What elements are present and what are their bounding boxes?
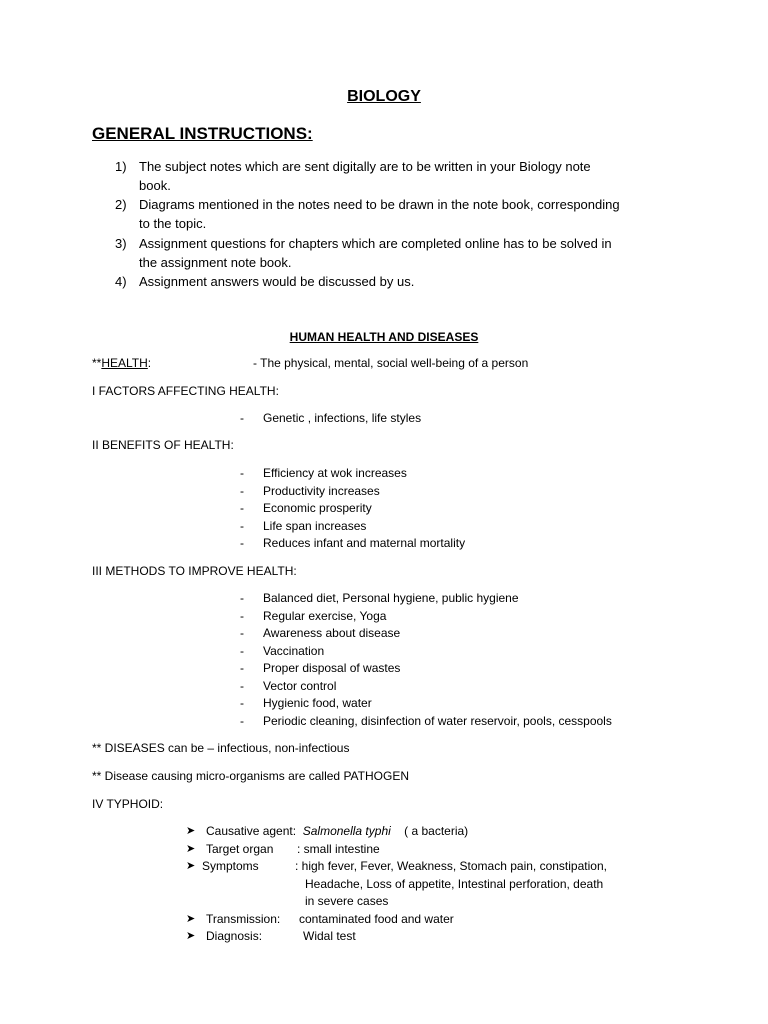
dash-bullet: - <box>240 466 244 480</box>
instruction-number: 4) <box>115 274 127 289</box>
method-item: Hygienic food, water <box>263 696 372 710</box>
dash-bullet: - <box>240 661 244 675</box>
factors-item: Genetic , infections, life styles <box>263 411 422 425</box>
instruction-number: 1) <box>115 159 127 174</box>
dash-bullet: - <box>240 644 244 658</box>
arrow-bullet-icon: ➤ <box>186 860 196 872</box>
instruction-number: 2) <box>115 197 127 212</box>
dash-bullet: - <box>240 714 244 728</box>
pathogen-name: Salmonella typhi <box>302 824 391 838</box>
symptoms-label: Symptoms <box>202 859 259 873</box>
dash-bullet: - <box>240 591 244 605</box>
benefits-heading: II BENEFITS OF HEALTH: <box>92 438 234 452</box>
instruction-text: The subject notes which are sent digitally are to be written in your Biology note book. <box>139 159 591 193</box>
arrow-bullet-icon: ➤ <box>186 913 196 925</box>
diagnosis-label: Diagnosis: <box>206 929 263 943</box>
section-title: HUMAN HEALTH AND DISEASES <box>289 330 479 344</box>
method-item: Proper disposal of wastes <box>263 661 401 675</box>
dash-bullet: - <box>240 609 244 623</box>
instruction-number: 3) <box>115 236 127 251</box>
transmission-label: Transmission: <box>206 912 281 926</box>
general-instructions-heading: GENERAL INSTRUCTIONS: <box>92 124 313 143</box>
dash-bullet: - <box>240 501 244 515</box>
arrow-bullet-icon: ➤ <box>186 843 196 855</box>
dash-bullet: - <box>240 626 244 640</box>
benefit-item: Efficiency at wok increases <box>263 466 407 480</box>
method-item: Awareness about disease <box>263 626 401 640</box>
benefit-item: Economic prosperity <box>263 501 372 515</box>
transmission-value: contaminated food and water <box>299 912 454 926</box>
benefit-item: Reduces infant and maternal mortality <box>263 536 466 550</box>
dash-bullet: - <box>240 411 244 425</box>
benefit-item: Life span increases <box>263 519 367 533</box>
pathogen-note: ** Disease causing micro-organisms are called PATHOGEN <box>92 769 409 783</box>
instruction-text: Assignment answers would be discussed by us. <box>139 274 415 289</box>
method-item: Regular exercise, Yoga <box>263 609 387 623</box>
diseases-note: ** DISEASES can be – infectious, non-infectious <box>92 741 350 755</box>
method-item: Vaccination <box>263 644 325 658</box>
benefit-item: Productivity increases <box>263 484 380 498</box>
factors-heading: I FACTORS AFFECTING HEALTH: <box>92 384 279 398</box>
instruction-text: Assignment questions for chapters which are completed online has to be solved in the assignment note book. <box>139 236 612 270</box>
dash-bullet: - <box>240 484 244 498</box>
diagnosis-value: Widal test <box>303 929 356 943</box>
method-item: Balanced diet, Personal hygiene, public hygiene <box>263 591 519 605</box>
symptoms-value: in severe cases <box>305 894 389 908</box>
health-definition: - The physical, mental, social well-being of a person <box>253 356 529 370</box>
methods-heading: III METHODS TO IMPROVE HEALTH: <box>92 564 297 578</box>
instruction-text: Diagrams mentioned in the notes need to be drawn in the note book, corresponding to the topic. <box>139 197 620 231</box>
dash-bullet: - <box>240 519 244 533</box>
method-item: Vector control <box>263 679 337 693</box>
target-organ-label: Target organ <box>206 842 274 856</box>
dash-bullet: - <box>240 679 244 693</box>
causative-agent-line: Causative agent: Salmonella typhi ( a bacteria) <box>206 824 469 838</box>
symptoms-value: : high fever, Fever, Weakness, Stomach pain, constipation, <box>295 859 607 873</box>
dash-bullet: - <box>240 536 244 550</box>
target-organ-value: : small intestine <box>297 842 380 856</box>
method-item: Periodic cleaning, disinfection of water reservoir, pools, cesspools <box>263 714 612 728</box>
health-term: **HEALTH: <box>92 356 152 370</box>
arrow-bullet-icon: ➤ <box>186 825 196 837</box>
dash-bullet: - <box>240 696 244 710</box>
typhoid-heading: IV TYPHOID: <box>92 797 164 811</box>
symptoms-value: Headache, Loss of appetite, Intestinal perforation, death <box>305 877 604 891</box>
arrow-bullet-icon: ➤ <box>186 930 196 942</box>
page-title: BIOLOGY <box>347 88 421 105</box>
